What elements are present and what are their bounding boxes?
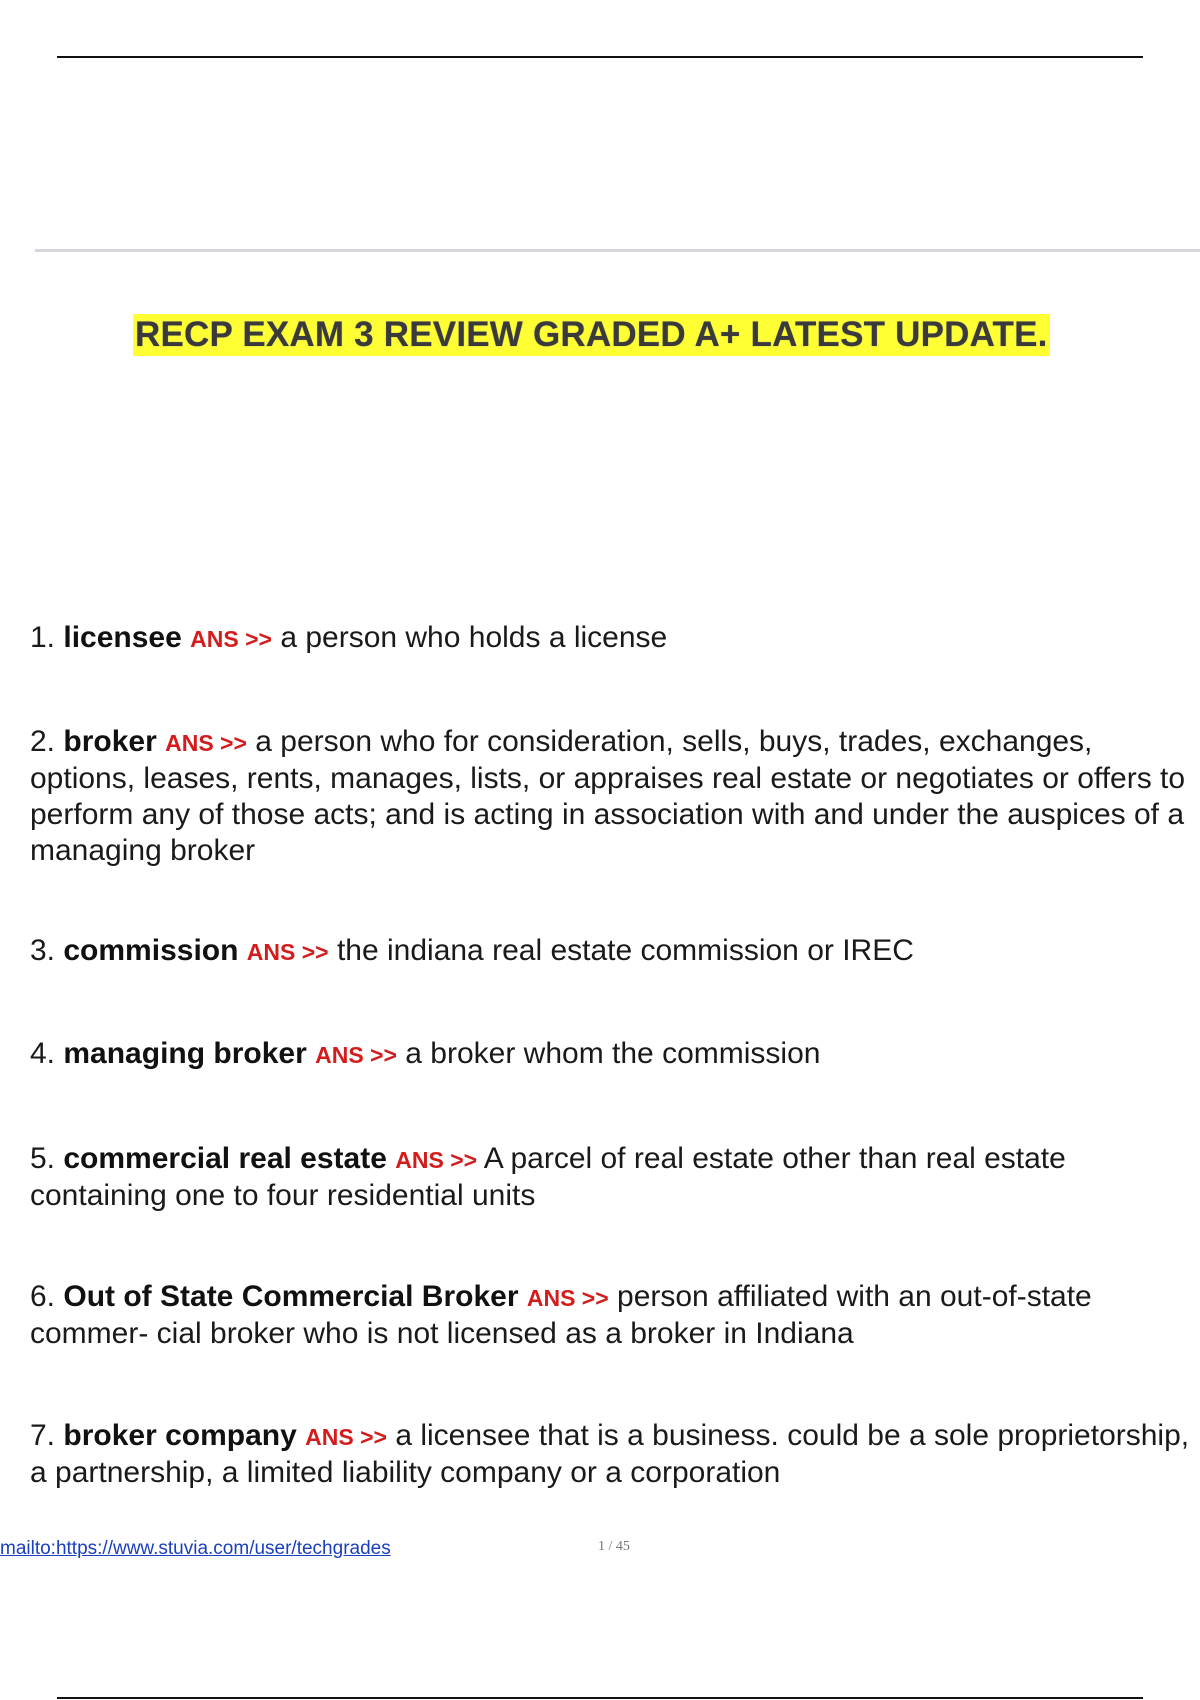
entry-definition: a broker whom the commission: [405, 1037, 821, 1070]
entry-number: 6.: [30, 1280, 56, 1313]
entry-definition: a licensee that is a business. could be a sole proprietorship, a partnership, a limited liability company or a corporation: [30, 1419, 1190, 1489]
entry-commercial-real-estate: [30, 1141, 1195, 1214]
entry-number: 7.: [30, 1419, 56, 1452]
ans-marker: ANS >>: [526, 1285, 609, 1311]
entry-number: 2.: [30, 725, 56, 758]
header-divider: [35, 249, 1200, 252]
entry-definition: A parcel of real estate other than real estate containing one to four residential units: [30, 1142, 1066, 1212]
entry-term: licensee: [63, 621, 182, 654]
top-divider: [57, 56, 1143, 58]
entry-term: broker: [63, 725, 157, 758]
entry-number: 5.: [30, 1142, 56, 1175]
entry-term: managing broker: [63, 1037, 307, 1070]
entry-term: broker company: [63, 1419, 297, 1452]
document-title: RECP EXAM 3 REVIEW GRADED A+ LATEST UPDATE.: [135, 315, 1048, 354]
entry-term: commission: [63, 934, 239, 967]
entry-definition: person affiliated with an out-of-state commer- cial broker who is not licensed as a broker in Indiana: [30, 1280, 1092, 1350]
title-container: [133, 314, 1133, 358]
entry-broker: [30, 724, 1195, 869]
entry-commission: [30, 933, 1195, 970]
ans-marker: ANS >>: [395, 1147, 478, 1173]
entry-definition: a person who for consideration, sells, buys, trades, exchanges, options, leases, rents, manages, lists, or appraises real estate or negotiates or offers to perform any of those acts; and is acting in association with and under the auspices of a managing broker: [30, 725, 1186, 867]
ans-marker: ANS >>: [246, 939, 329, 965]
entry-out-of-state-commercial-broker: [30, 1279, 1195, 1352]
entry-number: 4.: [30, 1037, 56, 1070]
entry-number: 1.: [30, 621, 56, 654]
ans-marker: ANS >>: [315, 1042, 397, 1068]
entry-managing-broker: [30, 1036, 1195, 1073]
footer-mailto-link[interactable]: mailto:https://www.stuvia.com/user/techgrades: [0, 1538, 391, 1559]
entry-definition: the indiana real estate commission or IREC: [336, 934, 914, 967]
entry-licensee: [30, 620, 1195, 657]
bottom-divider: [57, 1697, 1143, 1699]
entry-definition: a person who holds a license: [280, 621, 668, 654]
entry-broker-company: [30, 1418, 1195, 1491]
entry-number: 3.: [30, 934, 56, 967]
ans-marker: ANS >>: [165, 730, 247, 756]
ans-marker: ANS >>: [305, 1424, 387, 1450]
entry-term: commercial real estate: [63, 1142, 387, 1175]
page-indicator: 1 / 45: [598, 1539, 630, 1554]
entry-term: Out of State Commercial Broker: [63, 1280, 519, 1313]
ans-marker: ANS >>: [190, 626, 272, 652]
